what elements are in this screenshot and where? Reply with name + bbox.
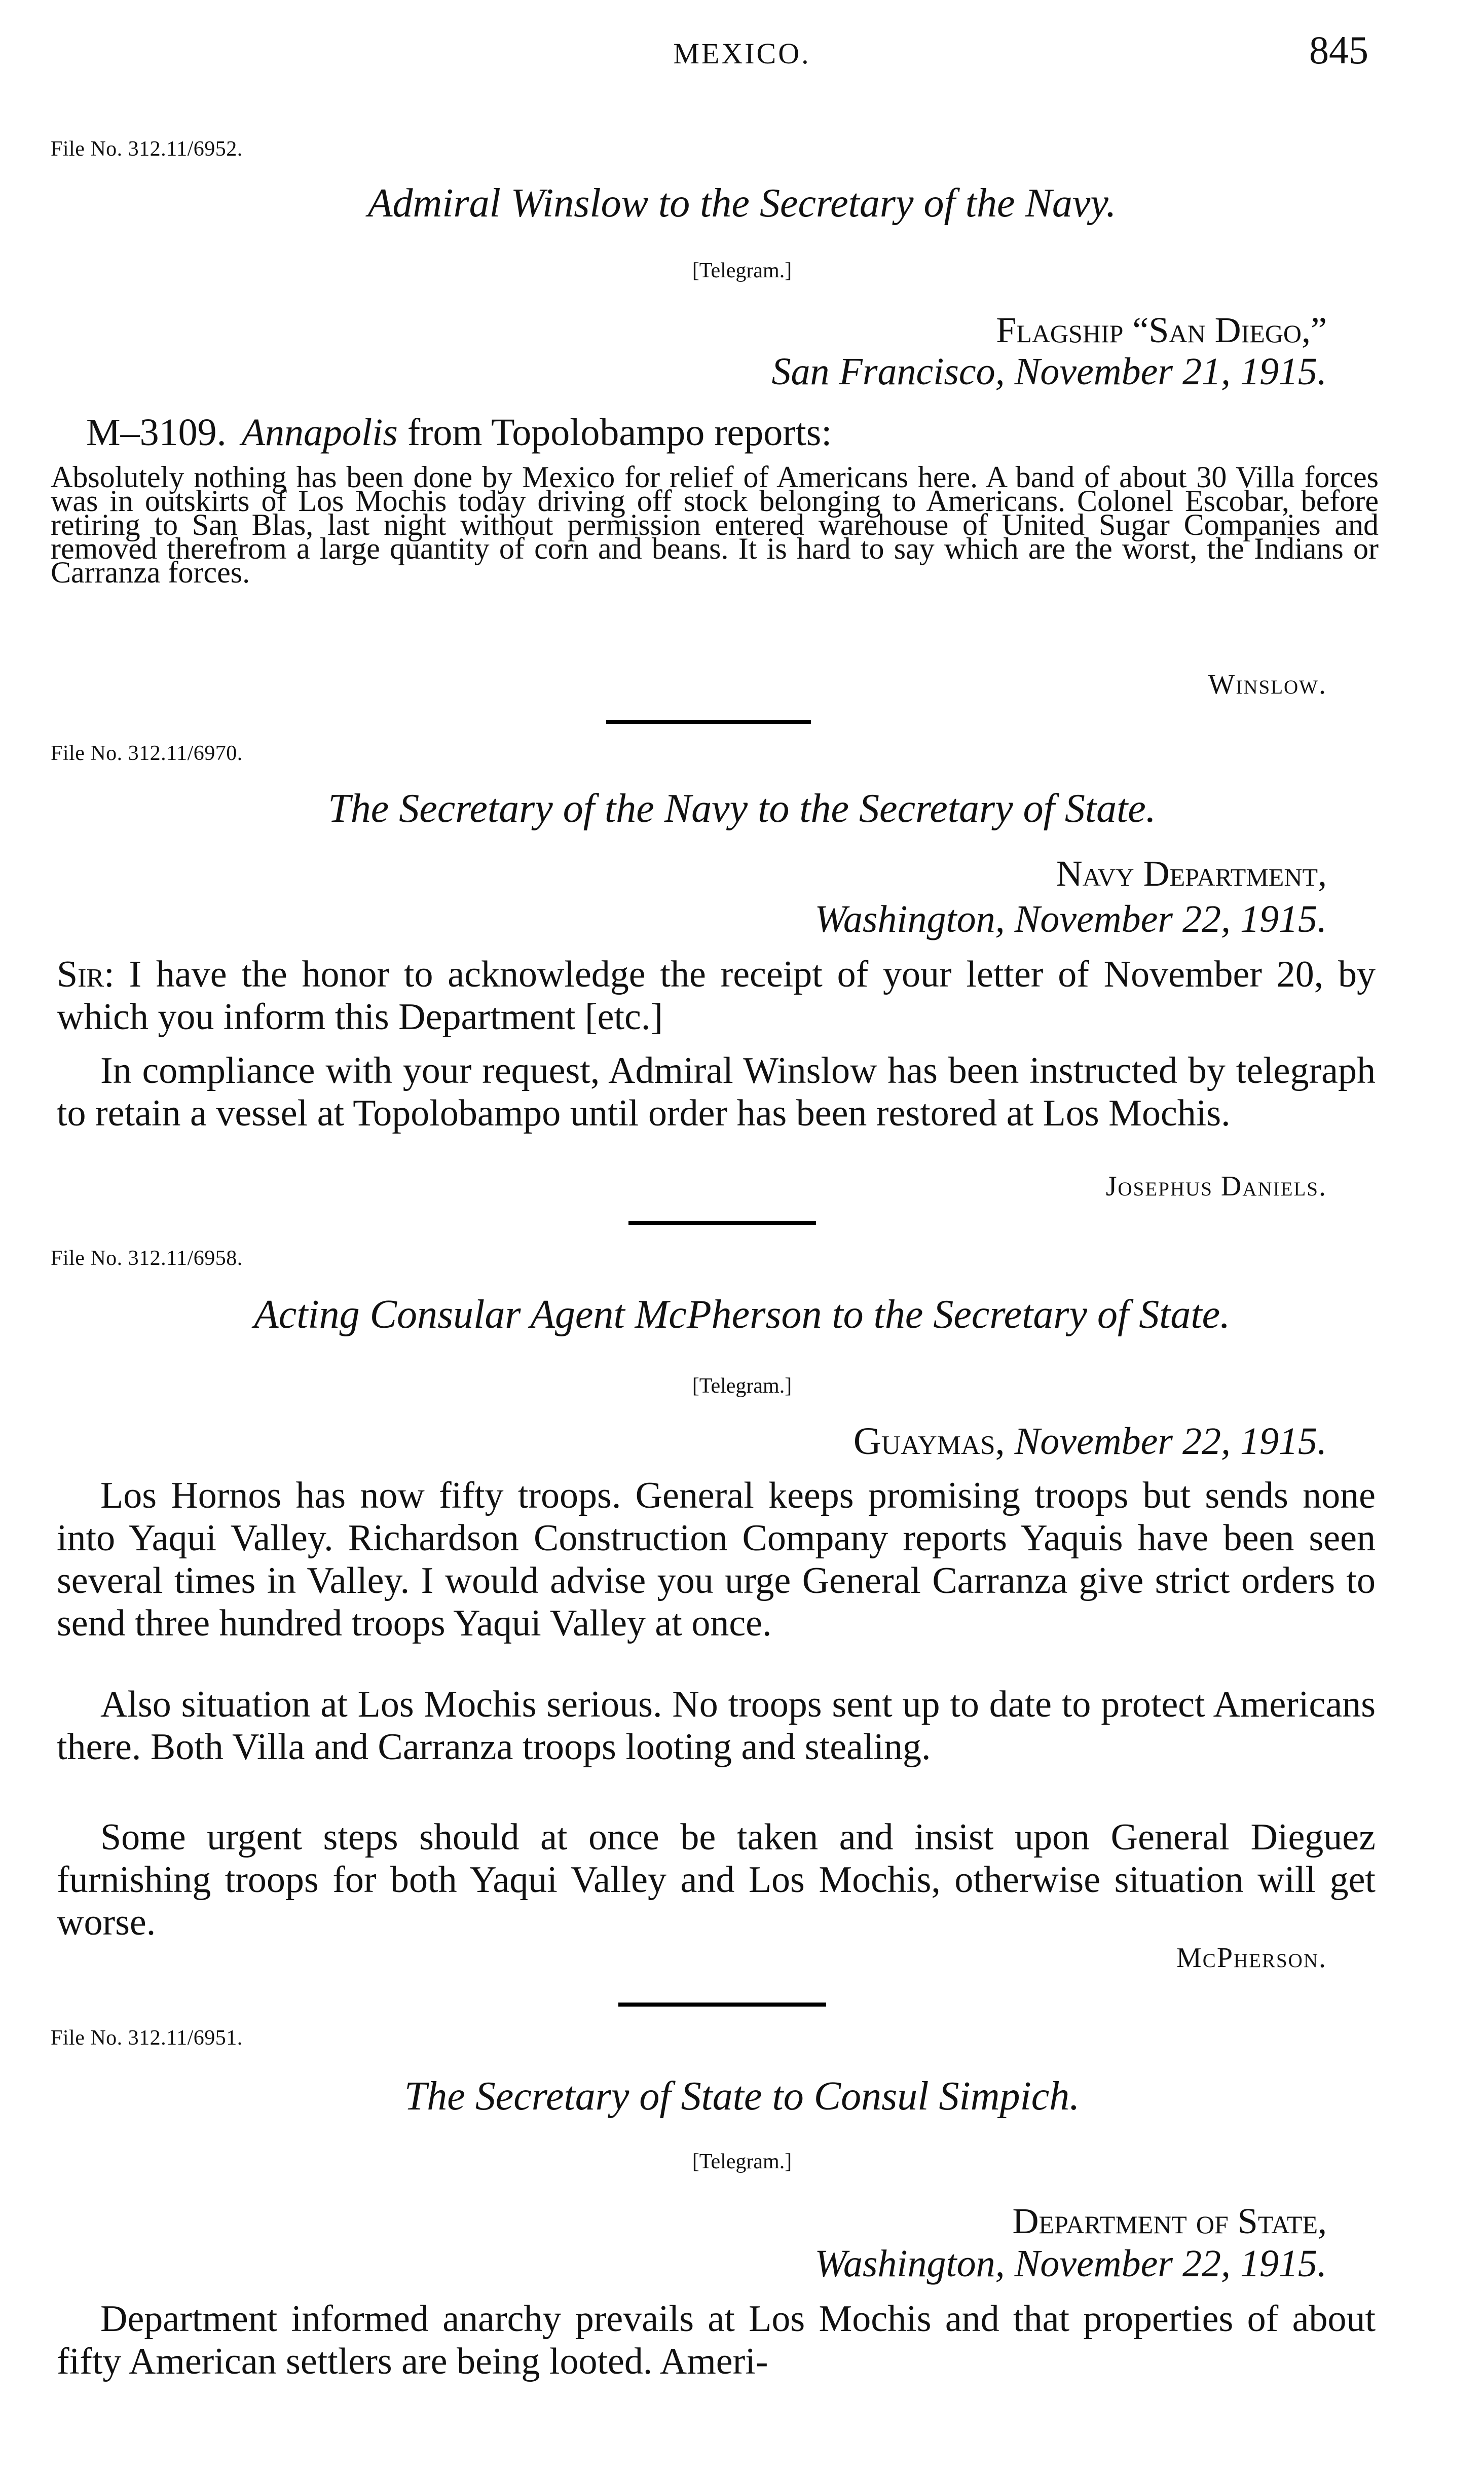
telegram-paragraph: Some urgent steps should at once be taken and insist upon General Dieguez furnishing troops for both Yaqui Valley and Los Mochis, otherwise situation will get worse. <box>57 1816 1376 1943</box>
telegram-label: [Telegram.] <box>692 2150 792 2173</box>
message-heading <box>86 411 832 455</box>
salutation: Sir: <box>57 954 115 995</box>
date-line: Washington, November 22, 1915. <box>814 898 1327 940</box>
letter-paragraph-text: I have the honor to acknowledge the receipt of your letter of November 20, by which you inform this Department [etc.] <box>57 954 1376 1038</box>
date-line: Washington, November 22, 1915. <box>814 2242 1327 2285</box>
vessel-name: Annapolis <box>241 411 398 454</box>
file-number: File No. 312.11/6952. <box>51 137 243 161</box>
section-divider <box>618 2003 826 2007</box>
telegram-label: [Telegram.] <box>692 1374 792 1398</box>
section-title: The Secretary of State to Consul Simpich. <box>404 2074 1080 2119</box>
location-line: Navy Department, <box>1056 853 1327 894</box>
file-number: File No. 312.11/6951. <box>51 2026 243 2050</box>
message-heading-text: from Topolobampo reports: <box>407 411 832 454</box>
telegram-body: Absolutely nothing has been done by Mexico for relief of Americans here. A band of about 30 Villa forces was in outskirts of Los Mochis today driving off stock belonging to Americans. Colonel Escobar, before retiring to San Blas, last night without permission entered warehouse of United Sugar Companies and removed therefrom a large quantity of corn and beans. It is hard to say which are the worst, the Indians or Carranza forces. <box>51 460 1379 589</box>
running-header: MEXICO. <box>673 37 811 70</box>
letter-paragraph <box>57 953 1376 1038</box>
telegram-paragraph: Department informed anarchy prevails at Los Mochis and that properties of about fifty American settlers are being looted. Ameri- <box>57 2298 1376 2382</box>
location-name: Guaymas, <box>853 1420 1005 1463</box>
file-number: File No. 312.11/6970. <box>51 742 243 765</box>
telegram-paragraph: Los Hornos has now fifty troops. General keeps promising troops but sends none into Yaqui Valley. Richardson Construction Company reports Yaquis have been seen several times in Valley. I would advise you urge General Carranza give strict orders to send three hundred troops Yaqui Valley at once. <box>57 1475 1376 1644</box>
location-date: November 22, 1915. <box>1014 1420 1327 1463</box>
file-number: File No. 312.11/6958. <box>51 1247 243 1270</box>
section-divider <box>606 720 811 724</box>
section-title: Acting Consular Agent McPherson to the Secretary of State. <box>253 1292 1231 1337</box>
section-title: Admiral Winslow to the Secretary of the Navy. <box>367 181 1117 226</box>
location-line: Flagship “San Diego,” <box>996 310 1327 350</box>
letter-paragraph: In compliance with your request, Admiral Winslow has been instructed by telegraph to retain a vessel at Topolobampo until order has been restored at Los Mochis. <box>57 1050 1376 1134</box>
section-title: The Secretary of the Navy to the Secretary of State. <box>328 786 1156 831</box>
telegram-label: [Telegram.] <box>692 259 792 282</box>
date-line: San Francisco, November 21, 1915. <box>771 350 1327 393</box>
signature: Josephus Daniels. <box>1105 1171 1327 1202</box>
telegram-paragraph: Also situation at Los Mochis serious. No troops sent up to date to protect Americans there. Both Villa and Carranza troops looting and stealing. <box>57 1684 1376 1768</box>
message-id: M–3109. <box>86 411 227 454</box>
signature: Winslow. <box>1208 669 1327 700</box>
section-divider <box>628 1221 816 1225</box>
page-number: 845 <box>1309 28 1368 72</box>
location-line: Department of State, <box>1012 2201 1327 2241</box>
signature: McPherson. <box>1176 1942 1327 1974</box>
date-line <box>854 1420 1327 1464</box>
